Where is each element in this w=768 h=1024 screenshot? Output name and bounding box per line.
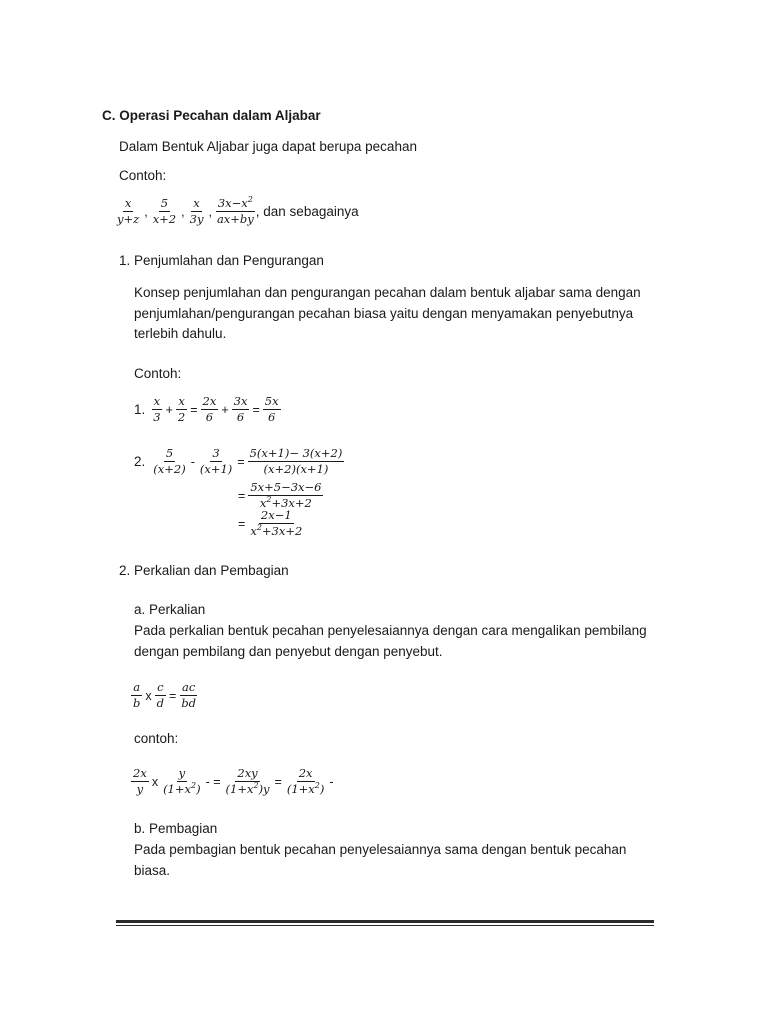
fraction: $\frac{5x}{6}$: [264, 394, 279, 424]
fraction: $\frac{2x}{6}$: [202, 394, 217, 424]
fraction: $\frac{5x+5-3x-6}{x^2+3x+2}$: [250, 480, 322, 510]
fraction: $\frac{x}{3y}$: [189, 196, 204, 226]
fraction: $\frac{2x-1}{x^2+3x+2}$: [250, 508, 303, 538]
footer-divider-thick: [116, 920, 654, 923]
footer-divider-thin: [116, 925, 654, 926]
fraction: $\frac{ac}{bd}$: [181, 680, 197, 710]
example-2-step-3: = $\frac{2x-1}{x^2+3x+2}$: [238, 508, 303, 538]
fraction: $\frac{5}{(x+2)}$: [153, 446, 186, 476]
intro-example-label: Contoh:: [119, 168, 167, 183]
fraction: $\frac{3}{(x+1)}$: [199, 446, 233, 476]
fraction: $\frac{2xy}{(1+x^2)y}$: [225, 766, 270, 796]
fraction: $\frac{a}{b}$: [133, 680, 141, 710]
fraction: $\frac{3x}{6}$: [233, 394, 248, 424]
intro-text: Dalam Bentuk Aljabar juga dapat berupa pecahan: [119, 139, 417, 154]
fraction: $\frac{3x-x^2}{ax+by}$: [216, 195, 254, 226]
example-1-equation: 1. $\frac{x}{3}$ + $\frac{x}{2}$ = $\frac{2x}{6}$ + $\frac{3x}{6}$ = $\frac{5x}{6}$: [134, 394, 279, 424]
fraction: $\frac{5(x+1)- 3(x+2)}{(x+2)(x+1)}$: [249, 446, 343, 476]
subsection-1-description: Konsep penjumlahan dan pengurangan pecahan dalam bentuk aljabar sama dengan penjumlahan/pengurangan pecahan biasa yaitu dengan menyamakan penyebutnya terlebih dahulu.: [134, 285, 641, 341]
division-title: b. Pembagian: [134, 821, 218, 836]
multiplication-title: a. Perkalian: [134, 602, 206, 617]
subsection-title-2: 2. Perkalian dan Pembagian: [119, 563, 289, 578]
section-title: C. Operasi Pecahan dalam Aljabar: [102, 108, 321, 123]
multiplication-example-label: contoh:: [134, 731, 179, 746]
subsection-1-example-label: Contoh:: [134, 366, 182, 381]
multiplication-rule: $\frac{a}{b}$ x $\frac{c}{d}$ = $\frac{ac}{bd}$: [133, 680, 197, 710]
fraction: $\frac{2x}{(1+x^2)}$: [286, 766, 325, 796]
fraction: $\frac{x}{3}$: [153, 394, 161, 424]
fraction: $\frac{c}{d}$: [156, 680, 164, 710]
example-2-equation: 2. $\frac{5}{(x+2)}$ - $\frac{3}{(x+1)}$ = $\frac{5(x+1)- 3(x+2)}{(x+2)(x+1)}$: [134, 446, 343, 476]
fraction: $\frac{5}{x+2}$: [152, 196, 177, 226]
fraction: $\frac{y}{(1+x^2)}$: [163, 766, 201, 796]
subsection-title-1: 1. Penjumlahan dan Pengurangan: [119, 253, 324, 268]
division-description: Pada pembagian bentuk pecahan penyelesaiannya sama dengan bentuk pecahan biasa.: [134, 842, 627, 878]
fraction: $\frac{2x}{y}$: [133, 766, 147, 796]
fraction: $\frac{x}{y+z}$: [117, 196, 140, 226]
fraction: $\frac{x}{2}$: [177, 394, 186, 424]
multiplication-description: Pada perkalian bentuk pecahan penyelesaiannya dengan cara mengalikan pembilang dengan pembilang dan penyebut dengan penyebut.: [134, 623, 647, 659]
example-2-step-2: = $\frac{5x+5-3x-6}{x^2+3x+2}$: [238, 480, 322, 510]
intro-fraction-list: $\frac{x}{y+z}$ , $\frac{5}{x+2}$ , $\frac{x}{3y}$ , $\frac{3x-x^2}{ax+by}$ , dan sebagainya: [117, 195, 359, 226]
intro-tail-text: , dan sebagainya: [255, 204, 359, 219]
multiplication-example: $\frac{2x}{y}$ x $\frac{y}{(1+x^2)}$ - = $\frac{2xy}{(1+x^2)y}$ = $\frac{2x}{(1+x^2)}$ -: [133, 766, 334, 796]
